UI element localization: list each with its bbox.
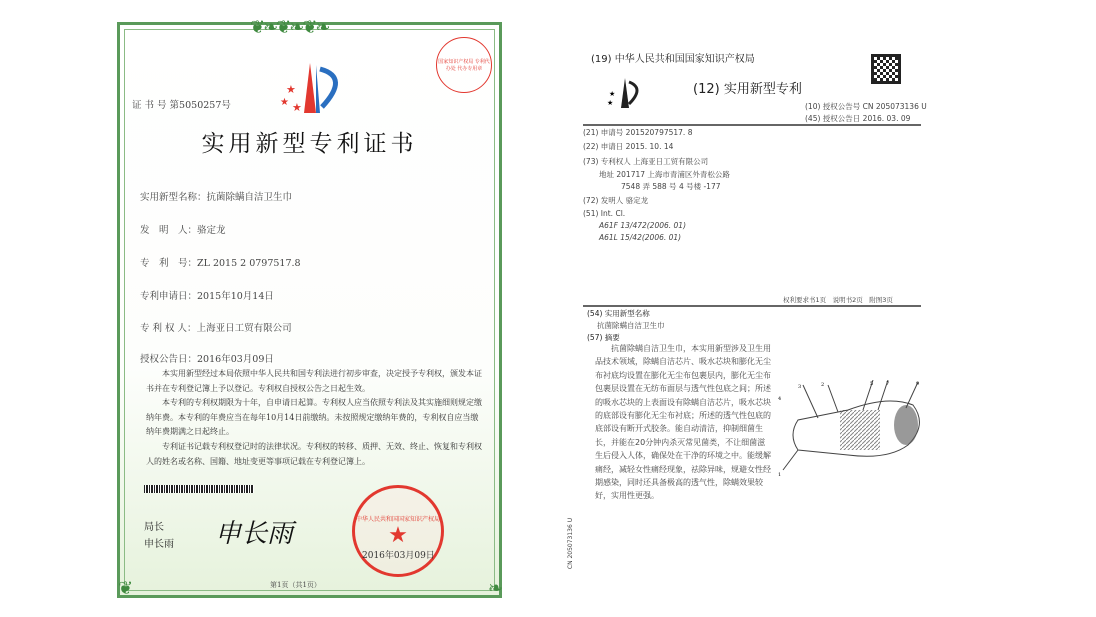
field-value: ZL 2015 2 0797517.8: [197, 258, 301, 269]
label: 地址: [599, 170, 614, 179]
label: (73) 专利权人: [583, 157, 631, 166]
svg-text:★: ★: [280, 97, 289, 108]
field-filing-date: [140, 288, 274, 302]
certificate-paragraph: 本专利的专利权期限为十年，自申请日起算。专利权人应当依照专利法及其实施细则规定缴纳年费。本专利的年费应当在每年10月14日前缴纳。未按照规定缴纳年费的，专利权自应当缴纳年费期满之日起终止。: [146, 398, 482, 437]
abstract-text: 抗菌除螨自洁卫生巾，本实用新型涉及卫生用品技术领域，除螨自洁芯片、吸水芯块和膨化无尘布衬底均设置在膨化无尘布包裹层内，膨化无尘布包裹层设置在无纺布面层与透气性包底之间；所述的吸水芯块的上表面设有除螨自洁芯片，吸水芯块的底部设有膨化无尘布衬底；所述的透气性包底的底部设有断开式胶条。能自动清洁，抑制细菌生长，并能在20分钟内杀灭常见菌类，不让细菌滋生后侵入人体，确保处在干净的环境之中。能缓解痛经，减轻女性痛经现象，祛除异味，规避女性经期感染，同时还具备极高的透气性，除螨效果较好，实用性更强。: [595, 344, 771, 501]
int-cl-code: A61F 13/472(2006. 01): [599, 221, 687, 230]
figure-label: 5: [870, 381, 874, 387]
corner-ornament-left: ❦: [118, 578, 132, 599]
certificate-number: 证 书 号 第5050257号: [132, 100, 231, 111]
field-label: 专 利 号：: [140, 258, 198, 269]
label: (21) 申请号: [583, 128, 624, 137]
barcode: [144, 485, 254, 493]
label: (22) 申请日: [583, 142, 624, 151]
figure-label: 1: [778, 472, 782, 478]
utility-model-certificate: [117, 17, 502, 599]
svg-text:★: ★: [607, 99, 614, 107]
field-value: 骆定龙: [197, 225, 226, 236]
name-label: (54) 实用新型名称: [587, 309, 650, 318]
figure-label: 7: [886, 381, 890, 387]
int-cl-label: (51) Int. Cl.: [583, 209, 626, 218]
field-inventor: [140, 222, 226, 236]
address-line: 7548 弄 588 号 4 号楼 -177: [621, 182, 721, 191]
certificate-title: 实用新型专利证书: [201, 131, 418, 157]
certificate-paragraph: 本实用新型经过本局依照中华人民共和国专利法进行初步审查，决定授予专利权，颁发本证书并在专利登记簿上予以登记。专利权自授权公告之日起生效。: [146, 369, 482, 393]
field-value: 抗菌除螨自洁卫生巾: [206, 192, 293, 203]
field-grant-date: [140, 351, 274, 365]
divider: [583, 305, 921, 307]
field-label: 专利申请日：: [140, 291, 198, 302]
national-emblem-icon: ★: [388, 523, 408, 548]
figure-label: 9: [916, 381, 920, 387]
director-name: 申长雨: [144, 539, 174, 550]
field-label: 授权公告日：: [140, 354, 198, 365]
patentee: 上海亚日工贸有限公司: [633, 157, 709, 166]
signature: 申长雨: [215, 519, 294, 549]
field-patent-number: [140, 255, 301, 269]
application-date: 2015. 10. 14: [625, 142, 674, 151]
sipo-logo-icon: [607, 78, 643, 108]
utility-model-name: 抗菌除螨自洁卫生巾: [597, 321, 665, 330]
figure-label: 4: [778, 396, 782, 402]
svg-text:★: ★: [286, 83, 296, 96]
official-seal: [352, 485, 444, 577]
side-publication-number: CN 205073136 U: [567, 517, 575, 570]
page-counts: 权利要求书1页 说明书2页 附图3页: [783, 296, 893, 304]
publication-number: CN 205073136 U: [862, 102, 927, 111]
qr-code: [871, 54, 901, 84]
figure-label: 2: [821, 382, 825, 388]
agency-seal: [436, 37, 492, 93]
field-value: 2015年10月14日: [197, 291, 274, 302]
publication-type: (12) 实用新型专利: [693, 82, 802, 97]
field-value: 上海亚日工贸有限公司: [196, 323, 292, 334]
inventor: 骆定龙: [625, 196, 649, 205]
field-value: 2016年03月09日: [197, 354, 274, 365]
certificate-paragraph: 专利证书记载专利权登记时的法律状况。专利权的转移、质押、无效、终止、恢复和专利权人的姓名或名称、国籍、地址变更等事项记载在专利登记簿上。: [146, 442, 482, 466]
corner-ornament-right: ❧: [487, 578, 501, 599]
svg-text:★: ★: [609, 90, 616, 98]
label: (45) 授权公告日: [805, 114, 861, 123]
field-name: [140, 189, 292, 203]
divider: [583, 124, 921, 126]
int-cl-code: A61L 15/42(2006. 01): [599, 233, 682, 242]
svg-text:★: ★: [292, 101, 302, 114]
application-number: 201520797517. 8: [625, 128, 693, 137]
office-name: (19) 中华人民共和国国家知识产权局: [591, 54, 755, 65]
director-title: 局长: [144, 522, 164, 533]
field-label: 专 利 权 人：: [140, 323, 197, 334]
label: (72) 发明人: [583, 196, 624, 205]
abstract-label: (57) 摘要: [587, 333, 620, 342]
official-seal-text: 中华人民共和国国家知识产权局: [355, 516, 440, 523]
agency-seal-text: 国家知识产权局 专利代办处 代办专用章: [438, 59, 490, 72]
page-footer: 第1页（共1页）: [270, 581, 321, 589]
top-ornament: ❦❧❦❧❦❧: [250, 17, 329, 38]
patent-publication: [567, 40, 963, 600]
sanitary-pad-drawing: [778, 380, 923, 480]
label: (10) 授权公告号: [805, 102, 861, 111]
field-label: 发 明 人：: [140, 225, 198, 236]
publication-date: 2016. 03. 09: [862, 114, 911, 123]
sipo-logo-icon: [280, 63, 350, 115]
field-patentee: [140, 320, 292, 334]
figure-label: 3: [798, 384, 802, 390]
seal-date: 2016年03月09日: [362, 551, 435, 561]
field-label: 实用新型名称：: [140, 192, 207, 203]
address-line: 201717 上海市青浦区外青松公路: [616, 170, 730, 179]
